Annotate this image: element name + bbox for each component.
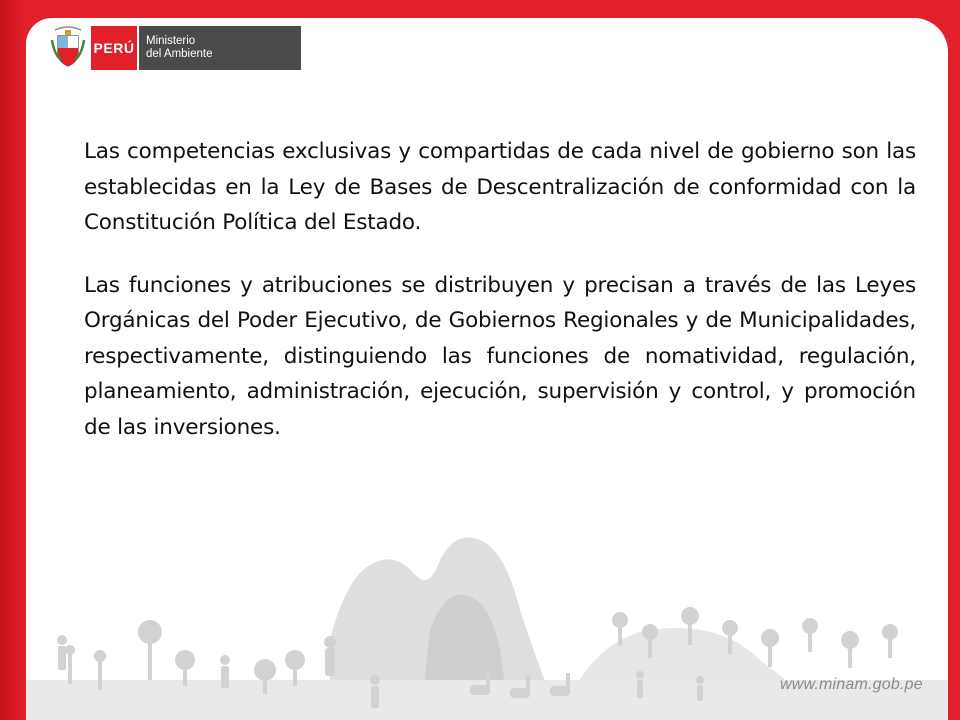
ministry-label: [139, 26, 301, 70]
ministry-line-2: del Ambiente: [146, 48, 213, 60]
minam-logo: [49, 26, 301, 70]
peru-label: PERÚ: [91, 26, 137, 70]
paragraph-2: Las funciones y atribuciones se distribuyen y precisan a través de las Leyes Orgánicas del Poder Ejecutivo, de Gobiernos Regionales y de Municipalidades, respectivamente, distinguiendo las funciones de nomatividad, regulación, planeamiento, administración, ejecución, supervisión y control, y promoción de las inversiones.: [84, 272, 916, 440]
ministry-line-1: Ministerio: [146, 35, 196, 47]
body-text: [84, 134, 916, 472]
left-red-streak: [0, 0, 24, 720]
slide-card: [26, 18, 948, 720]
peru-coat-of-arms-icon: [49, 26, 87, 70]
paragraph-1: Las competencias exclusivas y compartidas de cada nivel de gobierno son las establecidas en la Ley de Bases de Descentralización de conformidad con la Constitución Política del Estado.: [84, 139, 916, 235]
website-url[interactable]: www.minam.gob.pe: [780, 676, 923, 693]
